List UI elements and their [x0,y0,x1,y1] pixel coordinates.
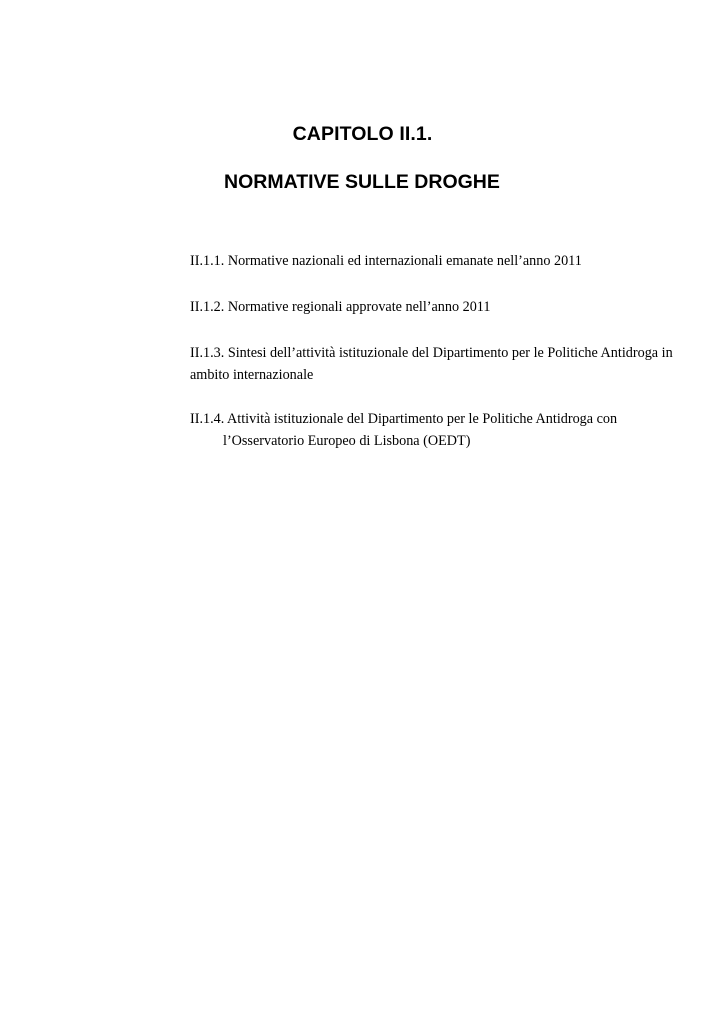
toc-entry-text: II.1.2. Normative regionali approvate nell’anno 2011 [190,299,491,315]
toc-entry-text: II.1.4. Attività istituzionale del Dipartimento per le Politiche Antidroga con [190,411,618,427]
toc-entry-2-1-4 [190,408,660,452]
toc-entry-text: II.1.3. Sintesi dell’attività istituzionale del Dipartimento per le Politiche Antidroga in [190,345,673,361]
toc-entry-text: II.1.1. Normative nazionali ed internazionali emanate nell’anno 2011 [190,253,582,269]
toc-entry-2-1-1 [190,250,660,272]
chapter-title: NORMATIVE SULLE DROGHE [224,171,500,193]
toc-entry-2-1-2 [190,296,660,318]
table-of-contents [190,250,673,476]
chapter-label: CAPITOLO II.1. [292,123,433,145]
toc-entry-text-continuation: ambito internazionale [190,367,314,383]
toc-entry-2-1-3 [190,342,673,386]
toc-entry-text-continuation: l’Osservatorio Europeo di Lisbona (OEDT) [223,433,471,449]
